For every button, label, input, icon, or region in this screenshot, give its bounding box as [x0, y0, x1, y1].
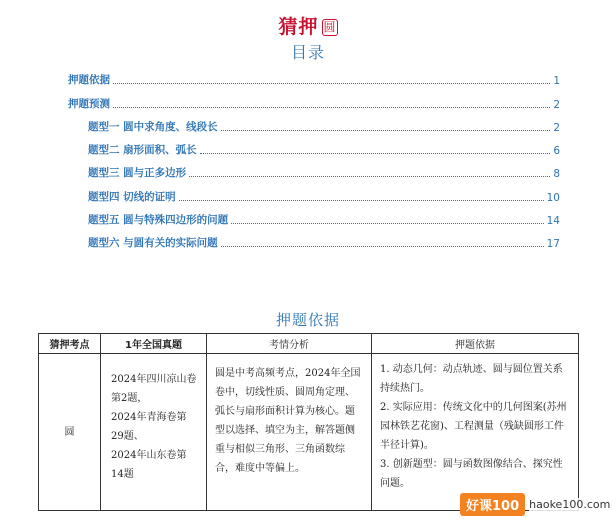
column-header-exams: 1年全国真题 — [101, 334, 207, 354]
toc-item-label: 押题预测 — [68, 97, 110, 110]
toc-leader — [231, 223, 543, 224]
toc-item-label: 题型二 扇形面积、弧长 — [88, 144, 197, 157]
toc-leader — [113, 107, 550, 108]
toc-item-page: 14 — [546, 215, 560, 228]
toc-leader — [200, 153, 551, 154]
column-header-topic: 猜押考点 — [39, 334, 101, 354]
document-title — [0, 12, 616, 39]
exam-item: 2024年四川凉山卷第2题， — [111, 374, 197, 404]
site-watermark — [460, 491, 610, 517]
toc-leader — [113, 83, 550, 84]
toc-item-page: 2 — [553, 121, 560, 134]
toc-item-label: 题型六 与圆有关的实际问题 — [88, 237, 218, 250]
topic-badge: 圆 — [323, 20, 336, 34]
table-row — [39, 354, 579, 511]
table-of-contents — [68, 64, 560, 250]
toc-leader — [179, 200, 544, 201]
cell-analysis — [207, 354, 372, 511]
toc-item-label: 题型五 圆与特殊四边形的问题 — [88, 214, 229, 227]
reason-item: 2. 实际应用：传统文化中的几何图案(苏州园林铁艺花窗)、工程测量（残缺圆形工件半径计算)。 — [380, 402, 567, 451]
title-text: 猜押 — [278, 16, 319, 38]
exam-item: 2024年青海卷第29题、 — [111, 412, 187, 442]
toc-item-type3[interactable] — [68, 157, 560, 180]
toc-heading: 目录 — [290, 43, 325, 62]
toc-item-label: 题型一 圆中求角度、线段长 — [88, 120, 218, 133]
reason-item: 3. 创新题型：圆与函数图像结合、探究性问题。 — [380, 459, 563, 489]
cell-topic: 圆 — [39, 354, 101, 511]
toc-item-type6[interactable] — [68, 227, 560, 250]
toc-item-type1[interactable] — [68, 111, 560, 134]
toc-item-label: 押题依据 — [68, 74, 110, 87]
analysis-text: 圆是中考高频考点，2024年全国卷中，切线性质、圆周角定理、弧长与扇形面积计算为核心。题型以选择、填空为主，解答题侧重与相似三角形、三角函数综合，难度中等偏上。 — [215, 368, 361, 474]
toc-item-type2[interactable] — [68, 134, 560, 157]
toc-item-label: 题型四 切线的证明 — [88, 190, 176, 203]
toc-item-page: 17 — [546, 238, 560, 251]
toc-leader — [189, 176, 550, 177]
toc-item-prediction[interactable] — [68, 87, 560, 110]
exam-item: 2024年山东卷第14题 — [111, 450, 187, 480]
toc-leader — [221, 130, 551, 131]
watermark-brand: 好课100 — [460, 493, 525, 516]
toc-item-page: 10 — [546, 191, 560, 204]
toc-item-label: 题型三 圆与正多边形 — [88, 167, 187, 180]
toc-leader — [221, 246, 544, 247]
toc-item-page: 8 — [553, 168, 560, 181]
toc-item-basis[interactable] — [68, 64, 560, 87]
toc-item-type4[interactable] — [68, 180, 560, 203]
reason-item: 1. 动态几何：动点轨迹、圆与圆位置关系持续热门。 — [380, 364, 563, 394]
toc-item-page: 2 — [553, 98, 560, 111]
watermark-url: haoke100.com — [529, 497, 611, 511]
cell-exams — [101, 354, 207, 511]
toc-item-page: 1 — [553, 75, 560, 88]
basis-heading: 押题依据 — [275, 311, 340, 329]
toc-item-type5[interactable] — [68, 204, 560, 227]
basis-table — [38, 333, 579, 511]
column-header-basis: 押题依据 — [372, 334, 579, 354]
toc-item-page: 6 — [553, 145, 560, 158]
cell-reasons — [372, 354, 579, 511]
table-header-row — [39, 334, 579, 354]
column-header-analysis: 考情分析 — [207, 334, 372, 354]
